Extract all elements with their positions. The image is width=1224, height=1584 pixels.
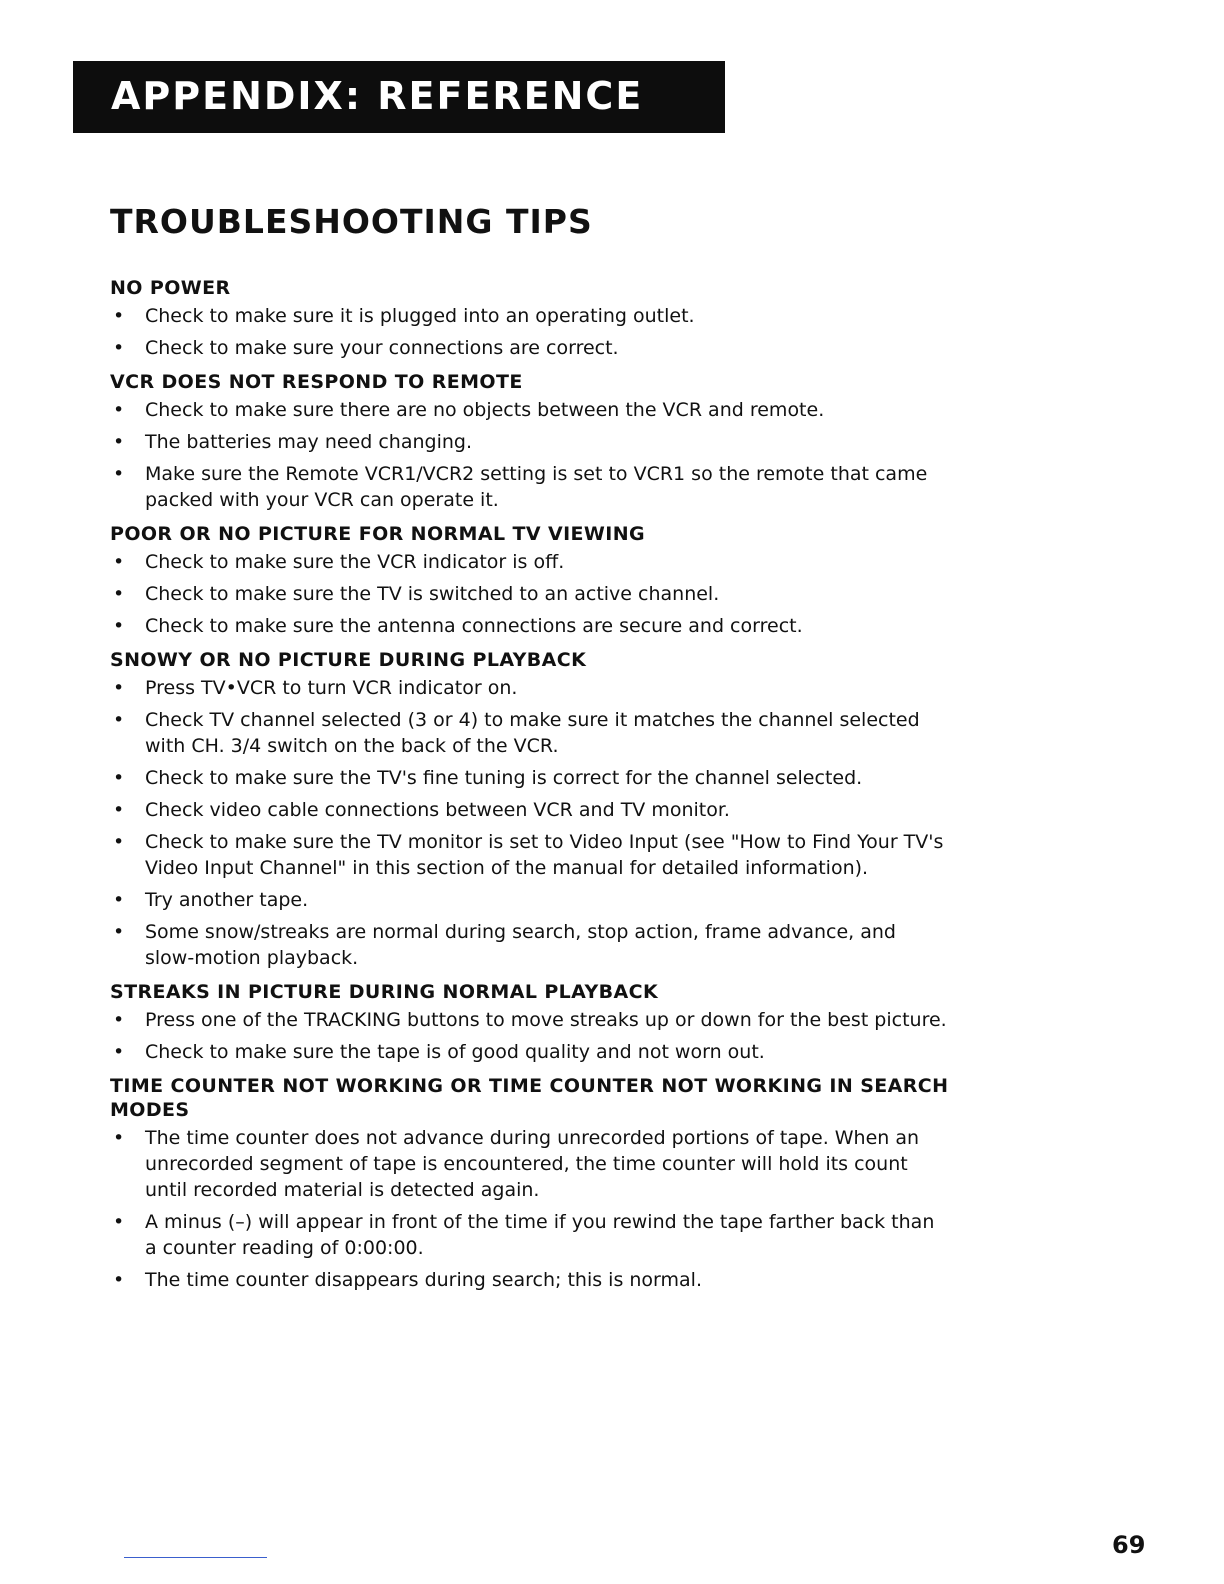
- bullet-icon: •: [113, 1211, 125, 1233]
- tip-text: A minus (–) will appear in front of the time if you rewind the tape farther back than a counter reading of 0:00:00.: [145, 1211, 935, 1259]
- bullet-icon: •: [113, 1009, 125, 1031]
- tip-item: [110, 303, 950, 329]
- tip-text: Check to make sure the tape is of good quality and not worn out.: [145, 1041, 765, 1063]
- tip-text: Check TV channel selected (3 or 4) to make sure it matches the channel selected with CH. 3/4 switch on the back of the VCR.: [145, 709, 920, 757]
- page-number: 69: [1112, 1531, 1146, 1559]
- tip-list: [110, 397, 950, 513]
- tip-item: [110, 397, 950, 423]
- tip-text: Check video cable connections between VCR and TV monitor.: [145, 799, 730, 821]
- section-no-power: [110, 276, 950, 361]
- tip-item: [110, 797, 950, 823]
- tip-list: [110, 549, 950, 639]
- tip-text: Press one of the TRACKING buttons to move streaks up or down for the best picture.: [145, 1009, 947, 1031]
- tip-text: Check to make sure your connections are correct.: [145, 337, 619, 359]
- bullet-icon: •: [113, 831, 125, 853]
- bullet-icon: •: [113, 463, 125, 485]
- bullet-icon: •: [113, 1041, 125, 1063]
- tip-item: [110, 581, 950, 607]
- tip-text: Check to make sure the TV is switched to an active channel.: [145, 583, 720, 605]
- page-title: TROUBLESHOOTING TIPS: [110, 202, 593, 241]
- tip-list: [110, 1125, 950, 1293]
- section-snowy-playback: [110, 648, 950, 971]
- tip-item: [110, 829, 950, 881]
- bullet-icon: •: [113, 551, 125, 573]
- section-heading: TIME COUNTER NOT WORKING OR TIME COUNTER NOT WORKING IN SEARCH MODES: [110, 1075, 949, 1121]
- bullet-icon: •: [113, 677, 125, 699]
- tip-item: [110, 613, 950, 639]
- banner-title: APPENDIX: REFERENCE: [111, 74, 644, 118]
- scan-artifact-line: [124, 1557, 267, 1558]
- tip-text: The time counter disappears during search; this is normal.: [145, 1269, 703, 1291]
- tip-text: Check to make sure there are no objects between the VCR and remote.: [145, 399, 825, 421]
- tip-item: [110, 919, 950, 971]
- section-heading: STREAKS IN PICTURE DURING NORMAL PLAYBACK: [110, 981, 659, 1003]
- tip-item: [110, 335, 950, 361]
- tip-item: [110, 549, 950, 575]
- tip-item: [110, 1039, 950, 1065]
- bullet-icon: •: [113, 305, 125, 327]
- troubleshooting-content: [110, 276, 950, 1302]
- tip-item: [110, 887, 950, 913]
- tip-text: Try another tape.: [145, 889, 309, 911]
- section-heading: NO POWER: [110, 277, 231, 299]
- bullet-icon: •: [113, 399, 125, 421]
- bullet-icon: •: [113, 921, 125, 943]
- bullet-icon: •: [113, 709, 125, 731]
- tip-item: [110, 707, 950, 759]
- section-heading: VCR DOES NOT RESPOND TO REMOTE: [110, 371, 523, 393]
- tip-text: Check to make sure the antenna connections are secure and correct.: [145, 615, 803, 637]
- tip-text: Check to make sure the VCR indicator is off.: [145, 551, 565, 573]
- appendix-banner: [73, 61, 725, 133]
- tip-list: [110, 675, 950, 971]
- tip-item: [110, 765, 950, 791]
- tip-item: [110, 429, 950, 455]
- section-streaks-playback: [110, 980, 950, 1065]
- tip-item: [110, 1267, 950, 1293]
- tip-text: Some snow/streaks are normal during search, stop action, frame advance, and slow-motion playback.: [145, 921, 896, 969]
- tip-item: [110, 675, 950, 701]
- tip-text: Check to make sure it is plugged into an operating outlet.: [145, 305, 695, 327]
- bullet-icon: •: [113, 889, 125, 911]
- section-heading: POOR OR NO PICTURE FOR NORMAL TV VIEWING: [110, 523, 646, 545]
- bullet-icon: •: [113, 431, 125, 453]
- bullet-icon: •: [113, 1127, 125, 1149]
- section-vcr-remote: [110, 370, 950, 513]
- section-time-counter: [110, 1074, 950, 1293]
- section-heading: SNOWY OR NO PICTURE DURING PLAYBACK: [110, 649, 587, 671]
- tip-text: Check to make sure the TV's fine tuning is correct for the channel selected.: [145, 767, 863, 789]
- bullet-icon: •: [113, 615, 125, 637]
- bullet-icon: •: [113, 799, 125, 821]
- tip-text: The batteries may need changing.: [145, 431, 472, 453]
- tip-item: [110, 461, 950, 513]
- tip-list: [110, 303, 950, 361]
- bullet-icon: •: [113, 1269, 125, 1291]
- tip-text: Press TV•VCR to turn VCR indicator on.: [145, 677, 518, 699]
- tip-item: [110, 1007, 950, 1033]
- bullet-icon: •: [113, 337, 125, 359]
- tip-list: [110, 1007, 950, 1065]
- tip-item: [110, 1209, 950, 1261]
- bullet-icon: •: [113, 767, 125, 789]
- tip-text: Make sure the Remote VCR1/VCR2 setting is set to VCR1 so the remote that came packed with your VCR can operate it.: [145, 463, 928, 511]
- section-normal-tv-viewing: [110, 522, 950, 639]
- tip-item: [110, 1125, 950, 1203]
- tip-text: Check to make sure the TV monitor is set to Video Input (see "How to Find Your TV's Video Input Channel" in this section of the manual for detailed information).: [145, 831, 944, 879]
- bullet-icon: •: [113, 583, 125, 605]
- tip-text: The time counter does not advance during unrecorded portions of tape. When an unrecorded segment of tape is encountered, the time counter will hold its count until recorded material is detected again.: [145, 1127, 920, 1201]
